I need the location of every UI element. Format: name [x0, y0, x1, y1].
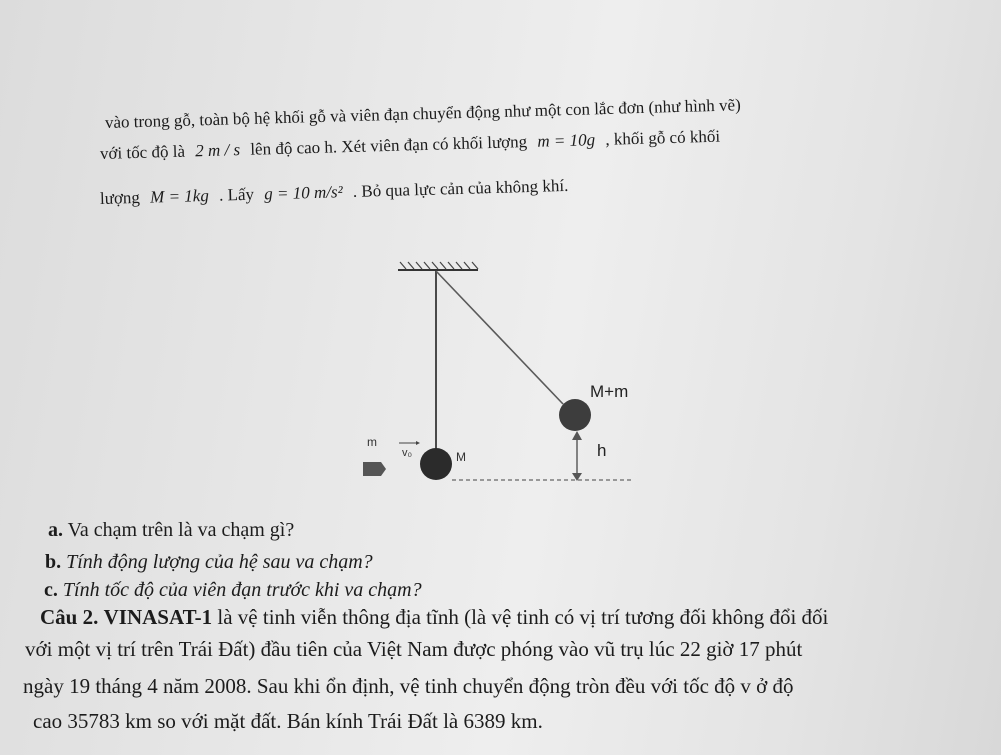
velocity-arrowhead [416, 441, 420, 445]
cau2-line-2: với một vị trí trên Trái Đất) đầu tiên của Việt Nam được phóng vào vũ trụ lúc 22 giờ 17 phút [25, 637, 803, 661]
block-mass-value: M = 1kg [149, 185, 210, 207]
ceiling-hatch [400, 262, 478, 269]
question-c-text: Tính tốc độ của viên đạn trước khi va chạm? [62, 579, 422, 601]
cau2-title: VINASAT-1 [103, 605, 213, 629]
ball-rest [420, 448, 452, 480]
label-m: m [367, 435, 377, 449]
label-v0: v₀ [402, 447, 413, 459]
intro-line-2-c: , khối gỗ có khối [605, 126, 721, 149]
bullet [363, 462, 381, 476]
question-b-text: Tính động lượng của hệ sau va chạm? [66, 551, 373, 573]
cau2-line-3: ngày 19 tháng 4 năm 2008. Sau khi ổn định, vệ tinh chuyển động tròn đều với tốc độ v ở độ [23, 674, 794, 698]
label-M: M [456, 450, 466, 464]
question-a-text: Va chạm trên là va chạm gì? [67, 519, 295, 541]
height-arrow-up [572, 431, 582, 440]
intro-line-3-b: . Lấy [218, 184, 255, 205]
cau2-label: Câu 2. [40, 605, 99, 629]
cau2-line-1 [40, 605, 828, 630]
intro-line-1: vào trong gỗ, toàn bộ hệ khối gỗ và viên đạn chuyển động như một con lắc đơn (như hình vẽ) [104, 95, 741, 132]
gravity-value: g = 10 m/s² [263, 182, 343, 204]
speed-value: 2 m / s [194, 140, 241, 161]
swung-string [436, 271, 563, 404]
intro-line-3-c: . Bỏ qua lực cản của không khí. [352, 175, 569, 201]
question-c [44, 579, 422, 602]
question-b [45, 551, 373, 574]
cau2-line-1-text: là vệ tinh viễn thông địa tĩnh (là vệ tinh có vị trí tương đối không đổi đối [217, 605, 829, 629]
label-Mm: M+m [590, 382, 629, 401]
intro-line-2-b: lên độ cao h. Xét viên đạn có khối lượng [250, 132, 528, 159]
intro-line-2-a: với tốc độ là [99, 141, 186, 163]
label-h: h [597, 441, 607, 460]
question-a-label: a. [48, 519, 63, 541]
bullet-mass-value: m = 10g [537, 130, 596, 151]
bullet-tip [381, 462, 386, 476]
ball-raised [559, 399, 591, 431]
question-c-label: c. [44, 579, 58, 601]
question-a [48, 519, 294, 542]
question-b-label: b. [45, 551, 62, 573]
intro-line-3-a: lượng [99, 187, 141, 208]
cau2-line-4: cao 35783 km so với mặt đất. Bán kính Trái Đất là 6389 km. [33, 709, 543, 733]
